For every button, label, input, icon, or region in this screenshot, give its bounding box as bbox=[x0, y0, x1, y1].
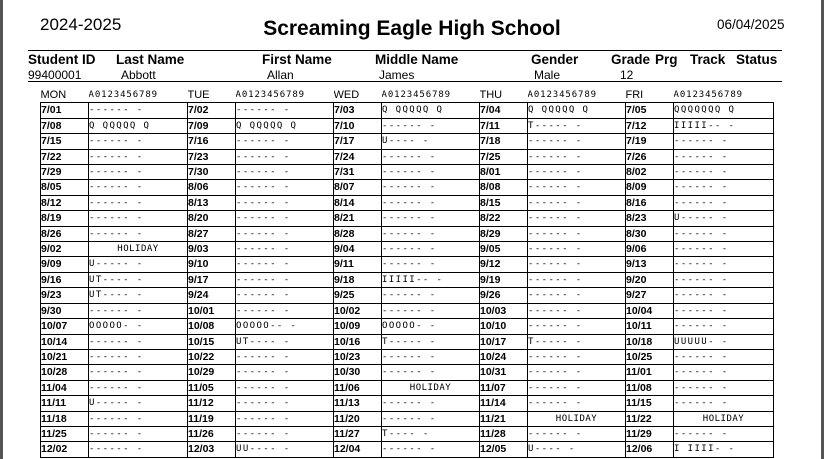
day-date: 9/18 bbox=[334, 272, 382, 287]
day-attendance-codes: ------ - bbox=[528, 165, 626, 180]
day-date: 11/04 bbox=[41, 380, 89, 395]
day-date: 9/16 bbox=[41, 272, 89, 287]
day-attendance-codes: ------ - bbox=[528, 365, 626, 380]
day-date: 10/23 bbox=[334, 349, 382, 364]
day-date: 8/20 bbox=[188, 211, 236, 226]
day-date: 7/12 bbox=[626, 118, 674, 133]
day-attendance-codes: ------ - bbox=[674, 134, 774, 149]
day-date: 7/22 bbox=[41, 149, 89, 164]
day-date: 8/07 bbox=[334, 180, 382, 195]
day-attendance-codes: ------ - bbox=[674, 226, 774, 241]
day-attendance-codes: ------ - bbox=[236, 242, 334, 257]
calendar-week-row bbox=[41, 319, 774, 334]
day-attendance-codes: ------ - bbox=[236, 226, 334, 241]
day-date: 7/01 bbox=[41, 103, 89, 118]
day-attendance-codes: ------ - bbox=[528, 349, 626, 364]
day-attendance-codes: ------ - bbox=[236, 211, 334, 226]
calendar-week-row bbox=[41, 195, 774, 210]
day-date: 8/13 bbox=[188, 195, 236, 210]
day-date: 9/05 bbox=[480, 242, 528, 257]
calendar-week-row bbox=[41, 365, 774, 380]
day-date: 9/25 bbox=[334, 288, 382, 303]
report-date: 06/04/2025 bbox=[717, 17, 785, 32]
day-date: 7/08 bbox=[41, 118, 89, 133]
day-attendance-codes: Q QQQQQ Q bbox=[528, 103, 626, 118]
value-gender: Male bbox=[534, 68, 561, 82]
label-track: Track bbox=[690, 52, 726, 67]
day-date: 7/18 bbox=[480, 134, 528, 149]
day-attendance-codes: ------ - bbox=[236, 272, 334, 287]
day-date: 8/01 bbox=[480, 165, 528, 180]
day-attendance-codes: U---- - bbox=[382, 134, 480, 149]
day-attendance-codes: ------ - bbox=[528, 426, 626, 441]
value-student-id: 99400001 bbox=[28, 68, 82, 82]
day-date: 8/19 bbox=[41, 211, 89, 226]
day-attendance-codes: ------ - bbox=[528, 242, 626, 257]
day-date: 9/02 bbox=[41, 242, 89, 257]
day-date: 7/11 bbox=[480, 118, 528, 133]
day-attendance-codes: U---- - bbox=[528, 442, 626, 457]
day-attendance-codes: U----- - bbox=[674, 211, 774, 226]
school-year: 2024-2025 bbox=[40, 15, 122, 34]
day-attendance-codes: ------ - bbox=[674, 195, 774, 210]
day-attendance-codes: ------ - bbox=[674, 426, 774, 441]
calendar-week-row bbox=[41, 396, 774, 411]
day-date: 7/03 bbox=[334, 103, 382, 118]
day-attendance-codes: ------ - bbox=[674, 380, 774, 395]
day-date: 7/04 bbox=[480, 103, 528, 118]
day-date: 11/18 bbox=[41, 411, 89, 426]
day-attendance-codes: ------ - bbox=[236, 103, 334, 118]
period-header-fri: A0123456789 bbox=[673, 90, 744, 100]
calendar-week-row bbox=[41, 334, 774, 349]
day-date: 8/14 bbox=[334, 195, 382, 210]
day-date: 12/03 bbox=[188, 442, 236, 457]
calendar-week-row bbox=[41, 411, 774, 426]
day-attendance-codes: ------ - bbox=[528, 288, 626, 303]
day-date: 10/04 bbox=[626, 303, 674, 318]
day-attendance-codes: ------ - bbox=[89, 211, 188, 226]
day-attendance-codes: T----- - bbox=[528, 118, 626, 133]
day-date: 8/09 bbox=[626, 180, 674, 195]
day-date: 10/16 bbox=[334, 334, 382, 349]
day-attendance-codes: ------ - bbox=[674, 365, 774, 380]
day-attendance-codes: ------ - bbox=[528, 211, 626, 226]
day-date: 10/11 bbox=[626, 319, 674, 334]
day-date: 9/12 bbox=[480, 257, 528, 272]
day-date: 9/10 bbox=[188, 257, 236, 272]
day-attendance-codes: OOOOO- - bbox=[89, 319, 188, 334]
day-attendance-codes: ------ - bbox=[382, 226, 480, 241]
left-edge bbox=[0, 0, 3, 459]
school-title: Screaming Eagle High School bbox=[263, 17, 561, 40]
day-attendance-codes: ------ - bbox=[674, 272, 774, 287]
day-attendance-codes: HOLIDAY bbox=[89, 242, 188, 257]
day-date: 11/12 bbox=[188, 396, 236, 411]
day-attendance-codes: ------ - bbox=[89, 365, 188, 380]
day-attendance-codes: ------ - bbox=[528, 319, 626, 334]
day-attendance-codes: ------ - bbox=[89, 226, 188, 241]
day-attendance-codes: U----- - bbox=[89, 257, 188, 272]
day-attendance-codes: T----- - bbox=[528, 334, 626, 349]
day-date: 9/06 bbox=[626, 242, 674, 257]
day-attendance-codes: ------ - bbox=[236, 396, 334, 411]
day-attendance-codes: HOLIDAY bbox=[382, 380, 480, 395]
day-date: 7/10 bbox=[334, 118, 382, 133]
day-date: 10/25 bbox=[626, 349, 674, 364]
day-attendance-codes: ------ - bbox=[382, 303, 480, 318]
day-date: 8/05 bbox=[41, 180, 89, 195]
day-date: 7/09 bbox=[188, 118, 236, 133]
day-attendance-codes: U----- - bbox=[89, 396, 188, 411]
day-attendance-codes: ------ - bbox=[236, 180, 334, 195]
day-date: 8/22 bbox=[480, 211, 528, 226]
day-attendance-codes: ------ - bbox=[236, 134, 334, 149]
day-attendance-codes: ------ - bbox=[382, 211, 480, 226]
calendar-week-row bbox=[41, 442, 774, 457]
day-date: 11/21 bbox=[480, 411, 528, 426]
day-date: 8/29 bbox=[480, 226, 528, 241]
label-middle-name: Middle Name bbox=[375, 52, 459, 67]
day-date: 7/19 bbox=[626, 134, 674, 149]
day-attendance-codes: ------ - bbox=[382, 165, 480, 180]
day-attendance-codes: ------ - bbox=[528, 380, 626, 395]
day-date: 7/30 bbox=[188, 165, 236, 180]
label-status: Status bbox=[736, 52, 778, 67]
label-first-name: First Name bbox=[262, 52, 332, 67]
day-attendance-codes: ------ - bbox=[528, 272, 626, 287]
calendar-body bbox=[41, 103, 774, 457]
day-attendance-codes: ------ - bbox=[382, 442, 480, 457]
day-date: 11/19 bbox=[188, 411, 236, 426]
day-attendance-codes: UU---- - bbox=[236, 442, 334, 457]
day-date: 7/15 bbox=[41, 134, 89, 149]
day-attendance-codes: Q QQQQQ Q bbox=[236, 118, 334, 133]
day-attendance-codes: OOOOO- - bbox=[382, 319, 480, 334]
day-date: 10/29 bbox=[188, 365, 236, 380]
day-date: 7/23 bbox=[188, 149, 236, 164]
day-attendance-codes: ------ - bbox=[674, 180, 774, 195]
day-attendance-codes: T---- - bbox=[382, 426, 480, 441]
day-date: 10/08 bbox=[188, 319, 236, 334]
day-attendance-codes: ------ - bbox=[674, 396, 774, 411]
day-date: 10/17 bbox=[480, 334, 528, 349]
day-attendance-codes: ------ - bbox=[528, 195, 626, 210]
day-date: 8/23 bbox=[626, 211, 674, 226]
day-attendance-codes: ------ - bbox=[89, 334, 188, 349]
day-date: 11/26 bbox=[188, 426, 236, 441]
day-attendance-codes: IIIII-- - bbox=[674, 118, 774, 133]
day-date: 11/05 bbox=[188, 380, 236, 395]
day-date: 10/22 bbox=[188, 349, 236, 364]
period-header-wed: A0123456789 bbox=[381, 90, 452, 100]
day-date: 9/09 bbox=[41, 257, 89, 272]
day-attendance-codes: UT---- - bbox=[89, 288, 188, 303]
day-attendance-codes: ------ - bbox=[382, 349, 480, 364]
day-date: 9/17 bbox=[188, 272, 236, 287]
day-date: 7/31 bbox=[334, 165, 382, 180]
day-attendance-codes: ------ - bbox=[382, 180, 480, 195]
day-date: 9/13 bbox=[626, 257, 674, 272]
day-attendance-codes: ------ - bbox=[236, 380, 334, 395]
day-date: 9/19 bbox=[480, 272, 528, 287]
calendar-week-row bbox=[41, 134, 774, 149]
day-attendance-codes: HOLIDAY bbox=[674, 411, 774, 426]
day-date: 9/26 bbox=[480, 288, 528, 303]
day-date: 12/02 bbox=[41, 442, 89, 457]
day-date: 8/26 bbox=[41, 226, 89, 241]
value-last-name: Abbott bbox=[121, 68, 156, 82]
day-attendance-codes: ------ - bbox=[236, 288, 334, 303]
day-date: 10/28 bbox=[41, 365, 89, 380]
calendar-week-row bbox=[41, 211, 774, 226]
day-date: 8/08 bbox=[480, 180, 528, 195]
day-date: 8/12 bbox=[41, 195, 89, 210]
calendar-week-row bbox=[41, 118, 774, 133]
day-date: 8/16 bbox=[626, 195, 674, 210]
day-date: 8/30 bbox=[626, 226, 674, 241]
day-date: 9/23 bbox=[41, 288, 89, 303]
day-attendance-codes: ------ - bbox=[236, 411, 334, 426]
day-date: 7/16 bbox=[188, 134, 236, 149]
day-date: 7/17 bbox=[334, 134, 382, 149]
day-attendance-codes: ------ - bbox=[89, 103, 188, 118]
day-attendance-codes: ------ - bbox=[528, 303, 626, 318]
day-attendance-codes: ------ - bbox=[89, 149, 188, 164]
day-date: 10/14 bbox=[41, 334, 89, 349]
day-date: 7/05 bbox=[626, 103, 674, 118]
day-date: 8/15 bbox=[480, 195, 528, 210]
day-attendance-codes: ------ - bbox=[382, 149, 480, 164]
day-date: 11/11 bbox=[41, 396, 89, 411]
calendar-week-row bbox=[41, 226, 774, 241]
day-date: 7/24 bbox=[334, 149, 382, 164]
day-attendance-codes: ------ - bbox=[89, 442, 188, 457]
day-header-mon: MON bbox=[40, 89, 67, 101]
calendar-week-row bbox=[41, 257, 774, 272]
day-attendance-codes: QQQQQQQ Q bbox=[674, 103, 774, 118]
day-attendance-codes: ------ - bbox=[382, 257, 480, 272]
day-attendance-codes: UT---- - bbox=[236, 334, 334, 349]
day-attendance-codes: ------ - bbox=[674, 165, 774, 180]
calendar-week-row bbox=[41, 349, 774, 364]
day-date: 10/31 bbox=[480, 365, 528, 380]
day-date: 11/28 bbox=[480, 426, 528, 441]
day-attendance-codes: ------ - bbox=[382, 396, 480, 411]
day-date: 10/15 bbox=[188, 334, 236, 349]
day-attendance-codes: ------ - bbox=[674, 242, 774, 257]
day-attendance-codes: ------ - bbox=[236, 165, 334, 180]
day-date: 10/09 bbox=[334, 319, 382, 334]
day-attendance-codes: I IIII- - bbox=[674, 442, 774, 457]
day-attendance-codes: T----- - bbox=[382, 334, 480, 349]
day-attendance-codes: ------ - bbox=[382, 242, 480, 257]
day-attendance-codes: HOLIDAY bbox=[528, 411, 626, 426]
day-date: 9/20 bbox=[626, 272, 674, 287]
calendar-week-row bbox=[41, 180, 774, 195]
day-date: 10/03 bbox=[480, 303, 528, 318]
day-date: 11/25 bbox=[41, 426, 89, 441]
day-date: 8/06 bbox=[188, 180, 236, 195]
day-attendance-codes: Q QQQQQ Q bbox=[382, 103, 480, 118]
day-date: 11/29 bbox=[626, 426, 674, 441]
day-attendance-codes: ------ - bbox=[89, 134, 188, 149]
calendar-week-row bbox=[41, 426, 774, 441]
period-header-mon: A0123456789 bbox=[88, 90, 159, 100]
day-date: 7/25 bbox=[480, 149, 528, 164]
day-attendance-codes: ------ - bbox=[382, 365, 480, 380]
day-attendance-codes: ------ - bbox=[236, 257, 334, 272]
day-attendance-codes: ------ - bbox=[528, 257, 626, 272]
label-program: Prg bbox=[655, 52, 678, 67]
label-student-id: Student ID bbox=[28, 52, 96, 67]
day-attendance-codes: ------ - bbox=[674, 319, 774, 334]
label-gender: Gender bbox=[531, 52, 579, 67]
day-date: 11/20 bbox=[334, 411, 382, 426]
day-attendance-codes: ------ - bbox=[382, 118, 480, 133]
day-attendance-codes: ------ - bbox=[89, 411, 188, 426]
day-date: 9/30 bbox=[41, 303, 89, 318]
day-attendance-codes: ------ - bbox=[89, 180, 188, 195]
calendar-header-row bbox=[41, 88, 774, 103]
day-date: 12/04 bbox=[334, 442, 382, 457]
calendar-week-row bbox=[41, 303, 774, 318]
day-date: 10/01 bbox=[188, 303, 236, 318]
day-attendance-codes: ------ - bbox=[89, 349, 188, 364]
calendar-week-row bbox=[41, 288, 774, 303]
day-attendance-codes: ------ - bbox=[89, 195, 188, 210]
label-grade: Grade bbox=[611, 52, 651, 67]
day-attendance-codes: ------ - bbox=[382, 288, 480, 303]
day-header-thu: THU bbox=[479, 89, 503, 101]
calendar-week-row bbox=[41, 380, 774, 395]
day-attendance-codes: ------ - bbox=[236, 195, 334, 210]
day-date: 11/07 bbox=[480, 380, 528, 395]
period-header-thu: A0123456789 bbox=[527, 90, 598, 100]
value-middle-name: James bbox=[379, 68, 415, 82]
day-attendance-codes: OOOOO-- - bbox=[236, 319, 334, 334]
day-date: 10/24 bbox=[480, 349, 528, 364]
day-attendance-codes: UUUUU- - bbox=[674, 334, 774, 349]
day-attendance-codes: ------ - bbox=[89, 380, 188, 395]
attendance-calendar bbox=[40, 88, 774, 458]
day-attendance-codes: ------ - bbox=[528, 180, 626, 195]
day-attendance-codes: ------ - bbox=[382, 411, 480, 426]
day-date: 11/15 bbox=[626, 396, 674, 411]
day-header-tue: TUE bbox=[187, 89, 210, 101]
day-date: 10/30 bbox=[334, 365, 382, 380]
day-attendance-codes: ------ - bbox=[89, 303, 188, 318]
calendar-week-row bbox=[41, 165, 774, 180]
day-date: 9/27 bbox=[626, 288, 674, 303]
day-attendance-codes: ------ - bbox=[528, 149, 626, 164]
day-date: 11/14 bbox=[480, 396, 528, 411]
day-date: 9/11 bbox=[334, 257, 382, 272]
day-attendance-codes: ------ - bbox=[674, 257, 774, 272]
day-date: 11/27 bbox=[334, 426, 382, 441]
period-header-tue: A0123456789 bbox=[235, 90, 306, 100]
calendar-week-row bbox=[41, 242, 774, 257]
day-attendance-codes: ------ - bbox=[236, 349, 334, 364]
day-attendance-codes: Q QQQQQ Q bbox=[89, 118, 188, 133]
day-date: 11/06 bbox=[334, 380, 382, 395]
day-date: 7/29 bbox=[41, 165, 89, 180]
day-date: 12/05 bbox=[480, 442, 528, 457]
day-date: 11/22 bbox=[626, 411, 674, 426]
day-date: 7/02 bbox=[188, 103, 236, 118]
day-date: 8/02 bbox=[626, 165, 674, 180]
day-attendance-codes: ------ - bbox=[528, 226, 626, 241]
day-attendance-codes: ------ - bbox=[674, 149, 774, 164]
calendar-week-row bbox=[41, 103, 774, 118]
day-date: 9/03 bbox=[188, 242, 236, 257]
value-first-name: Allan bbox=[267, 68, 294, 82]
day-date: 11/13 bbox=[334, 396, 382, 411]
day-date: 10/10 bbox=[480, 319, 528, 334]
calendar-week-row bbox=[41, 272, 774, 287]
day-attendance-codes: ------ - bbox=[674, 288, 774, 303]
label-last-name: Last Name bbox=[116, 52, 185, 67]
day-date: 11/01 bbox=[626, 365, 674, 380]
day-date: 11/08 bbox=[626, 380, 674, 395]
day-attendance-codes: ------ - bbox=[236, 365, 334, 380]
day-date: 9/04 bbox=[334, 242, 382, 257]
day-attendance-codes: UT---- - bbox=[89, 272, 188, 287]
day-attendance-codes: IIIII-- - bbox=[382, 272, 480, 287]
day-date: 7/26 bbox=[626, 149, 674, 164]
day-date: 8/21 bbox=[334, 211, 382, 226]
day-attendance-codes: ------ - bbox=[89, 165, 188, 180]
day-header-wed: WED bbox=[333, 89, 360, 101]
day-date: 10/18 bbox=[626, 334, 674, 349]
day-date: 9/24 bbox=[188, 288, 236, 303]
day-attendance-codes: ------ - bbox=[674, 303, 774, 318]
value-grade: 12 bbox=[620, 68, 634, 82]
day-header-fri: FRI bbox=[625, 89, 644, 101]
day-date: 8/27 bbox=[188, 226, 236, 241]
day-date: 10/21 bbox=[41, 349, 89, 364]
day-attendance-codes: ------ - bbox=[528, 396, 626, 411]
day-date: 12/06 bbox=[626, 442, 674, 457]
day-date: 10/07 bbox=[41, 319, 89, 334]
calendar-week-row bbox=[41, 149, 774, 164]
day-date: 8/28 bbox=[334, 226, 382, 241]
day-attendance-codes: ------ - bbox=[236, 149, 334, 164]
day-date: 10/02 bbox=[334, 303, 382, 318]
day-attendance-codes: ------ - bbox=[674, 349, 774, 364]
header-rule-top bbox=[28, 50, 782, 51]
day-attendance-codes: ------ - bbox=[89, 426, 188, 441]
day-attendance-codes: ------ - bbox=[236, 426, 334, 441]
day-attendance-codes: ------ - bbox=[528, 134, 626, 149]
day-attendance-codes: ------ - bbox=[236, 303, 334, 318]
day-attendance-codes: ------ - bbox=[382, 195, 480, 210]
